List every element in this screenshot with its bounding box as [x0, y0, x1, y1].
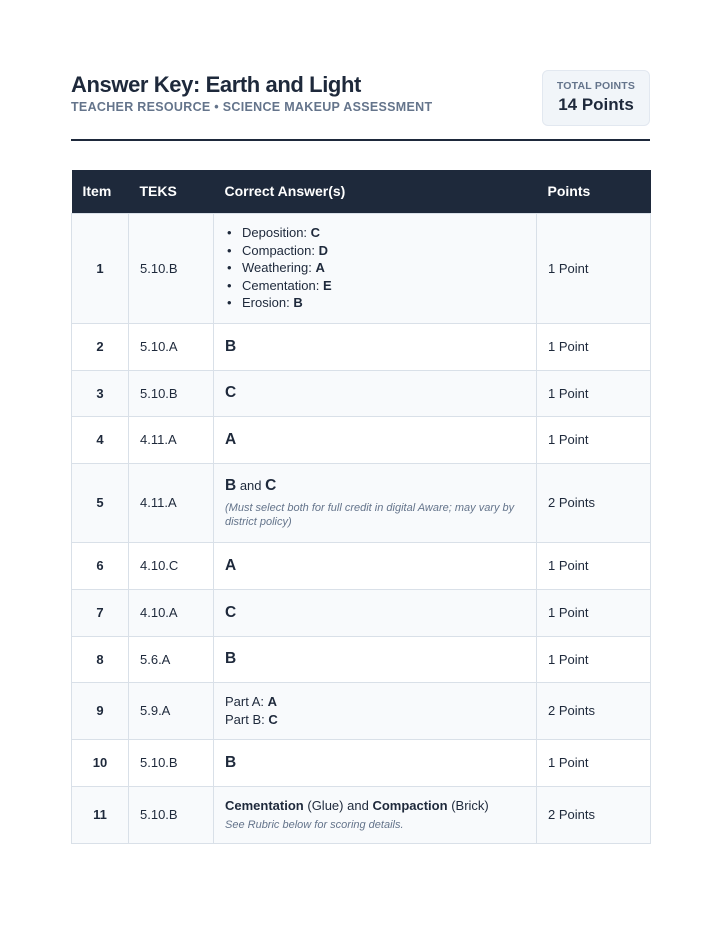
item-number: 2 [72, 323, 129, 370]
answer-cell [214, 416, 537, 463]
table-row [72, 463, 651, 542]
item-number: 10 [72, 739, 129, 786]
item-number: 1 [72, 213, 129, 323]
teks-code: 4.10.C [129, 542, 214, 589]
answer-cell [214, 370, 537, 416]
points-value: 1 Point [537, 739, 651, 786]
item-number: 7 [72, 589, 129, 636]
list-item: • Erosion: B [225, 294, 525, 312]
points-value: 1 Point [537, 416, 651, 463]
answer-part-b: Part B: C [225, 711, 278, 727]
page-subtitle: TEACHER RESOURCE • SCIENCE MAKEUP ASSESSMENT [71, 100, 433, 114]
points-value: 1 Point [537, 213, 651, 323]
answer-key-table [71, 170, 651, 844]
points-value: 1 Point [537, 323, 651, 370]
answer-cell [214, 636, 537, 682]
teks-code: 5.6.A [129, 636, 214, 682]
points-value: 2 Points [537, 463, 651, 542]
item-number: 6 [72, 542, 129, 589]
item-number: 8 [72, 636, 129, 682]
teks-code: 5.10.B [129, 786, 214, 843]
points-value: 1 Point [537, 370, 651, 416]
points-value: 1 Point [537, 542, 651, 589]
points-value: 2 Points [537, 786, 651, 843]
answer-part-a: Part A: A [225, 694, 278, 709]
answer-cell [214, 463, 537, 542]
page-title: Answer Key: Earth and Light [71, 72, 361, 97]
answer-letter: B [225, 753, 237, 771]
teks-code: 5.10.B [129, 213, 214, 323]
list-item: • Cementation: E [225, 277, 525, 295]
table-row [72, 682, 651, 739]
teks-code: 5.9.A [129, 682, 214, 739]
table-row [72, 416, 651, 463]
table-row [72, 636, 651, 682]
answer-letter: A [225, 430, 237, 448]
header-divider [71, 139, 650, 141]
table-row [72, 739, 651, 786]
answer-letter: C [225, 384, 237, 401]
answer-note: (Must select both for full credit in digital Aware; may vary by district policy) [225, 501, 515, 528]
answer-cell [214, 213, 537, 323]
table-row [72, 542, 651, 589]
answer-letter: B [225, 650, 237, 667]
table-row [72, 786, 651, 843]
page-header [71, 70, 650, 130]
answer-letter: C [225, 603, 237, 621]
column-header-item: Item [72, 170, 129, 213]
teks-code: 5.10.B [129, 370, 214, 416]
answer-cell [214, 323, 537, 370]
answer-cell [214, 739, 537, 786]
answer-combo: B and C [225, 476, 277, 494]
list-item: • Weathering: A [225, 259, 525, 277]
answer-note: See Rubric below for scoring details. [225, 818, 404, 831]
answer-list [225, 224, 525, 312]
column-header-answer: Correct Answer(s) [214, 170, 537, 213]
teks-code: 4.11.A [129, 416, 214, 463]
item-number: 5 [72, 463, 129, 542]
list-item: • Compaction: D [225, 242, 525, 260]
teks-code: 5.10.A [129, 323, 214, 370]
table-row [72, 589, 651, 636]
points-value: 1 Point [537, 636, 651, 682]
answer-letter: B [225, 337, 237, 355]
item-number: 9 [72, 682, 129, 739]
teks-code: 4.10.A [129, 589, 214, 636]
points-value: 2 Points [537, 682, 651, 739]
table-header-row [72, 170, 651, 213]
answer-cell [214, 786, 537, 843]
table-row [72, 370, 651, 416]
answer-cell [214, 542, 537, 589]
item-number: 3 [72, 370, 129, 416]
answer-letter: A [225, 556, 237, 574]
table-row [72, 213, 651, 323]
teks-code: 4.11.A [129, 463, 214, 542]
answer-cell [214, 682, 537, 739]
teks-code: 5.10.B [129, 739, 214, 786]
total-points-label: TOTAL POINTS [556, 80, 636, 92]
list-item: • Deposition: C [225, 224, 525, 242]
column-header-points: Points [537, 170, 651, 213]
total-points-value: 14 Points [558, 95, 634, 114]
column-header-teks: TEKS [129, 170, 214, 213]
points-value: 1 Point [537, 589, 651, 636]
answer-terms: Cementation (Glue) and Compaction (Brick) [225, 797, 489, 813]
item-number: 4 [72, 416, 129, 463]
table-row [72, 323, 651, 370]
item-number: 11 [72, 786, 129, 843]
total-points-box [542, 70, 650, 126]
answer-cell [214, 589, 537, 636]
